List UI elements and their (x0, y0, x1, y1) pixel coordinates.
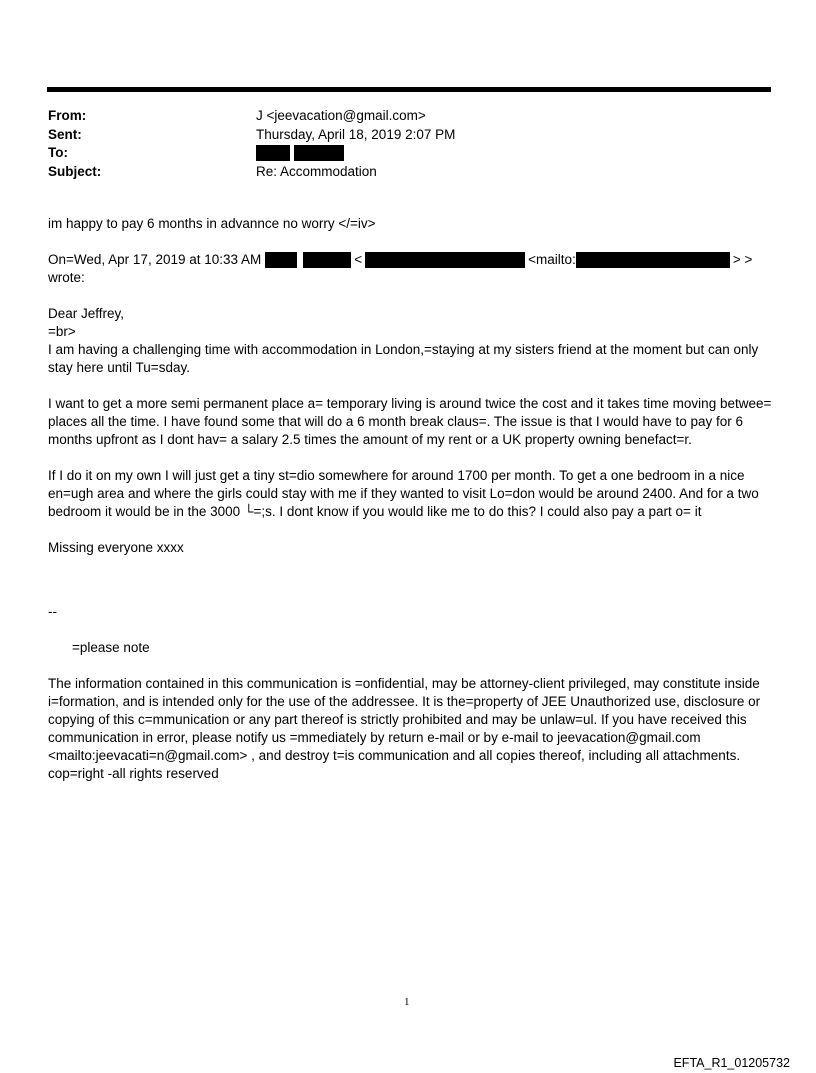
email-header (48, 107, 768, 181)
from-row (48, 107, 768, 126)
please-note: =please note (72, 640, 150, 655)
reply-text: im happy to pay 6 months in advannce no worry </=iv> (48, 216, 376, 231)
from-value: J <jeevacation@gmail.com> (256, 108, 426, 123)
attribution-mailto: <mailto: (528, 252, 576, 267)
document-id: EFTA_R1_01205732 (673, 1056, 790, 1070)
sent-value: Thursday, April 18, 2019 2:07 PM (256, 126, 456, 142)
br-artifact: =br> (48, 324, 76, 339)
attribution-date: On=Wed, Apr 17, 2019 at 10:33 AM (48, 252, 262, 267)
paragraph-3: If I do it on my own I will just get a tiny st=dio somewhere for around 1700 per month. To get a one bedroom in a nice en=ugh area and where the girls could stay with me if they wanted to visit Lo=don would be around 2400. And for a two bedroom it would be in the 3000 └=;s. I dont know if you would like me to do this? I could also pay a part o= it (48, 468, 759, 519)
paragraph-1: I am having a challenging time with accommodation in London,=staying at my sisters friend at the moment but can only stay here until Tu=sday. (48, 342, 759, 375)
redaction-box (576, 252, 730, 268)
disclaimer: The information contained in this communication is =onfidential, may be attorney-client privileged, may constitute inside i=formation, and is intended only for the use of the addressee. It is the=property of JEE Unauthorized use, disclosure or copying of this c=mmunication or any part thereof is strictly prohibited and may be unlaw=ul. If you have received this communication in error, please notify us =mmediately by return e-mail or by e-mail to jeevacation@gmail.com <mailto:jeevacati=n@gmail.com> , and destroy t=is communication and all copies thereof, including all attachments. cop=right -all rights reserved (48, 676, 761, 781)
paragraph-2: I want to get a more semi permanent place a= temporary living is around twice the cost and it takes time moving betwee= places all the time. I have found some that will do a 6 month break claus=. The issue is that I would have to pay for 6 months upfront as I dont hav= a salary 2.5 times the amount of my rent or a UK property owning benefact=r. (48, 396, 772, 447)
redaction-box (294, 145, 344, 161)
subject-row (48, 163, 768, 182)
subject-label: Subject: (48, 163, 102, 179)
redaction-box (265, 252, 297, 268)
to-label: To: (48, 145, 68, 160)
redaction-box (365, 252, 525, 268)
attribution-wrote: wrote: (48, 270, 85, 285)
signoff: Missing everyone xxxx (48, 540, 184, 555)
attribution-lt: < (354, 252, 363, 267)
redaction-box (303, 252, 351, 268)
subject-value: Re: Accommodation (256, 163, 377, 179)
to-value (256, 144, 768, 163)
sent-row (48, 126, 768, 145)
email-body (48, 215, 772, 783)
attribution-end: > > (732, 252, 753, 267)
signature-separator: -- (48, 604, 57, 619)
sent-label: Sent: (48, 126, 82, 142)
redaction-box (256, 145, 290, 161)
to-row (48, 144, 768, 163)
quote-attribution (48, 251, 772, 269)
from-label: From: (48, 108, 87, 123)
greeting: Dear Jeffrey, (48, 306, 125, 321)
top-rule (47, 87, 771, 92)
page-number: 1 (404, 996, 410, 1008)
